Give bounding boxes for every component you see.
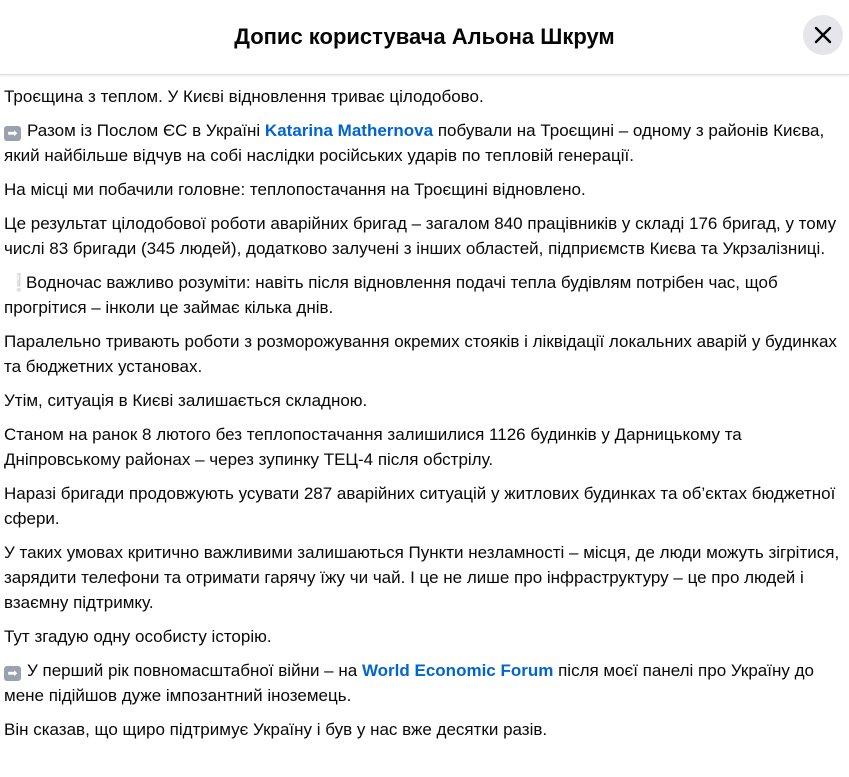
dialog-header	[0, 0, 849, 75]
paragraph: Паралельно тривають роботи з розморожування окремих стояків і ліквідації локальних аварій у будинках та бюджетних установах.	[4, 332, 837, 376]
text: побували на Троєщині – одному з районів Києва, який найбільше відчув на собі наслідки російських ударів по тепловій генерації.	[4, 121, 825, 165]
arrow-right-icon: ➡	[4, 666, 21, 681]
arrow-right-icon: ➡	[4, 126, 21, 141]
paragraph	[4, 658, 845, 708]
paragraph: На місці ми побачили головне: теплопостачання на Троєщині відновлено.	[4, 180, 586, 199]
dialog-title: Допис користувача Альона Шкрум	[234, 24, 615, 49]
text: після моєї панелі про Україну до мене підійшов дуже імпозантний іноземець.	[4, 661, 814, 705]
post-body	[0, 75, 849, 742]
close-button[interactable]	[803, 15, 843, 55]
paragraph: Він сказав, що щиро підтримує Україну і був у нас вже десятки разів.	[4, 720, 548, 739]
paragraph	[4, 270, 845, 320]
text: Разом із Послом ЄС в Україні	[27, 121, 265, 140]
mention-link[interactable]: World Economic Forum	[361, 661, 554, 680]
exclamation-icon: ❕	[8, 273, 30, 292]
paragraph: Це результат цілодобової роботи аварійних бригад – загалом 840 працівників у складі 176 бригад, у тому числі 83 бригади (345 людей), додатково залучені з інших областей, підприємств Києва та Укрзалізниці.	[4, 214, 837, 258]
paragraph: У таких умовах критично важливими залишаються Пункти незламності – місця, де люди можуть зігрітися, зарядити телефони та отримати гарячу їжу чи чай. І це не лише про інфраструктуру – це про людей і взаємну підтримку.	[4, 543, 840, 612]
paragraph: Станом на ранок 8 лютого без теплопостачання залишилися 1126 будинків у Дарницькому та Дніпровському районах – через зупинку ТЕЦ-4 після обстрілу.	[4, 425, 742, 469]
text: У перший рік повномасштабної війни – на	[27, 661, 362, 680]
paragraph: Троєщина з теплом. У Києві відновлення триває цілодобово.	[4, 87, 484, 106]
paragraph: Тут згадую одну особисту історію.	[4, 627, 272, 646]
mention-link[interactable]: Katarina Mathernova	[264, 121, 434, 140]
text: Водночас важливо розуміти: навіть після відновлення подачі тепла будівлям потрібен час, щоб прогрітися – інколи це займає кілька днів.	[4, 273, 778, 317]
paragraph	[4, 118, 845, 168]
paragraph: Утім, ситуація в Києві залишається складною.	[4, 391, 368, 410]
paragraph: Наразі бригади продовжують усувати 287 аварійних ситуацій у житлових будинках та об’єктах бюджетної сфери.	[4, 484, 836, 528]
close-icon	[814, 26, 832, 44]
